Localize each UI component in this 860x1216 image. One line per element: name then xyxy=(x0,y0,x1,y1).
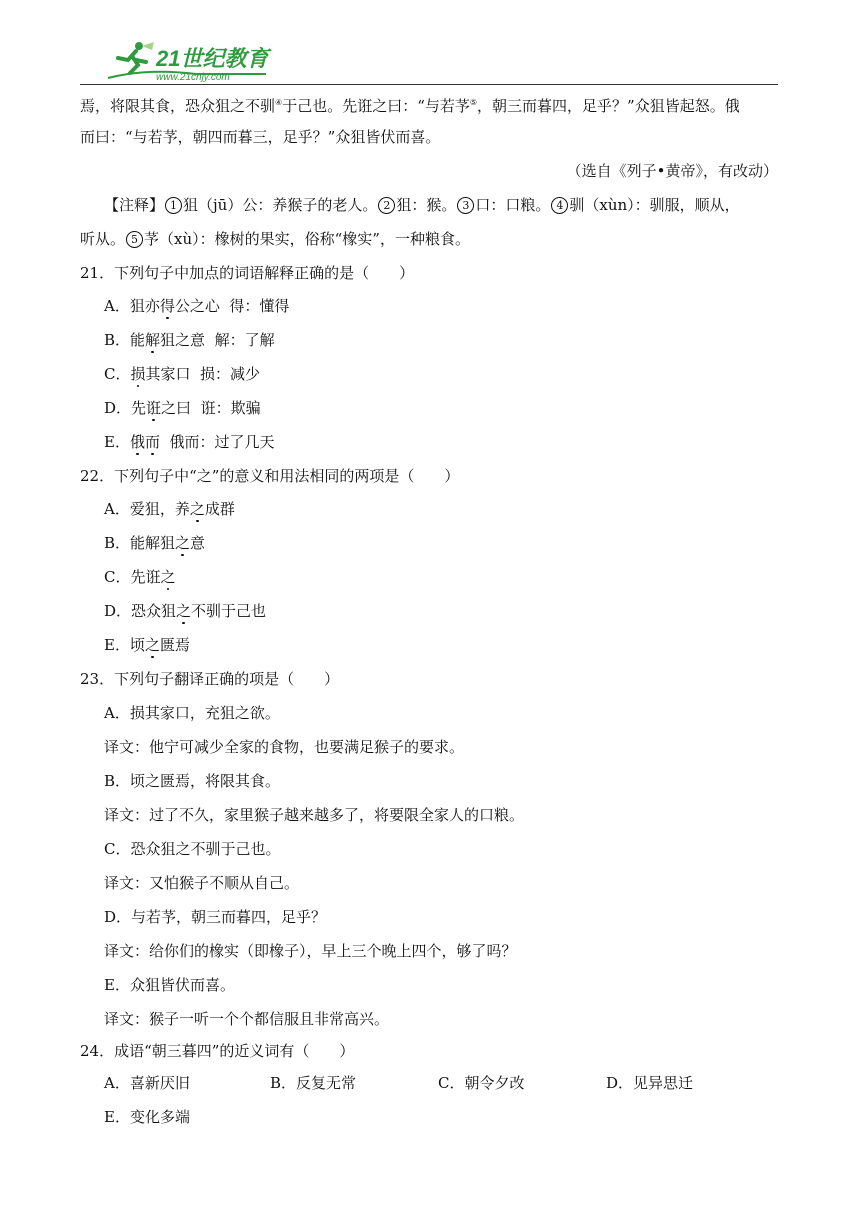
q24-option-b: B．反复无常 xyxy=(270,1074,357,1092)
q21-stem: 21．下列句子中加点的词语解释正确的是（ ） xyxy=(80,264,415,282)
q21-option-b: B．能解狙之意 解：了解 xyxy=(104,331,275,349)
dotted-char: 之 xyxy=(176,602,192,620)
dotted-char: 损 xyxy=(130,365,146,383)
q22-stem: 22．下列句子中“之”的意义和用法相同的两项是（ ） xyxy=(80,467,460,485)
q24-option-c: C．朝令夕改 xyxy=(438,1074,525,1092)
q23-option-d: D．与若芧，朝三而暮四，足乎？ xyxy=(104,908,327,926)
note-number: 3 xyxy=(457,197,474,214)
note-ref-4: ④ xyxy=(275,98,283,107)
q24-option-a: A．喜新厌旧 xyxy=(104,1074,190,1092)
note-number: 4 xyxy=(551,197,568,214)
q23-translation-d: 译文：给你们的橡实（即橡子），早上三个晚上四个，够了吗？ xyxy=(104,942,517,960)
q22-option-c: C．先诳之 xyxy=(104,568,176,586)
notes-line-2: 听从。 5 芧（xù）：橡树的果实，俗称“橡实”，一种粮食。 xyxy=(80,230,470,248)
runner-logo-icon xyxy=(106,38,276,84)
q21-option-a: A．狙亦得公之心 得：懂得 xyxy=(104,297,290,315)
q23-stem: 23．下列句子翻译正确的项是（ ） xyxy=(80,670,340,688)
notes-label: 【注释】 xyxy=(104,196,165,214)
q21-option-d: D．先诳之曰 诳：欺骗 xyxy=(104,399,261,417)
q23-option-c: C．恐众狙之不驯于己也。 xyxy=(104,840,281,858)
dotted-char: 之 xyxy=(189,500,205,518)
note-ref-5: ⑤ xyxy=(469,98,478,107)
q23-option-e: E．众狙皆伏而喜。 xyxy=(104,976,235,994)
passage-line-2: 而曰：“与若芧，朝四而暮三，足乎？”众狙皆伏而喜。 xyxy=(80,128,441,146)
q23-option-a: A．损其家口，充狙之欲。 xyxy=(104,704,280,722)
q21-option-e: E．俄而 俄而：过了几天 xyxy=(104,433,275,451)
site-logo xyxy=(106,38,276,84)
note-number: 2 xyxy=(378,197,395,214)
dotted-char: 得 xyxy=(159,297,175,315)
dotted-char: 之 xyxy=(144,636,160,654)
note-number: 1 xyxy=(165,197,182,214)
q22-option-a: A．爱狙，养之成群 xyxy=(104,500,235,518)
q24-stem: 24．成语“朝三暮四”的近义词有（ ） xyxy=(80,1042,355,1060)
q23-translation-c: 译文：又怕猴子不顺从自己。 xyxy=(104,874,300,892)
q22-option-e: E．顷之匮焉 xyxy=(104,636,190,654)
note-number: 5 xyxy=(126,231,143,248)
passage-source: （选自《列子•黄帝》，有改动） xyxy=(566,162,778,180)
q23-translation-a: 译文：他宁可减少全家的食物，也要满足猴子的要求。 xyxy=(104,738,465,756)
dotted-char: 诳 xyxy=(146,399,162,417)
q23-translation-e: 译文：猴子一听一个个都信服且非常高兴。 xyxy=(104,1010,390,1028)
dotted-char: 解 xyxy=(145,331,161,349)
q22-option-d: D．恐众狙之不驯于己也 xyxy=(104,602,267,620)
header-divider xyxy=(80,84,778,85)
dotted-char: 之 xyxy=(175,534,191,552)
q22-option-b: B．能解狙之意 xyxy=(104,534,206,552)
q21-option-c: C．损其家口 损：减少 xyxy=(104,365,261,383)
q24-option-d: D．见异思迁 xyxy=(606,1074,694,1092)
q23-option-b: B．顷之匮焉，将限其食。 xyxy=(104,772,281,790)
logo-url: www.21cnjy.com xyxy=(156,72,230,83)
q24-option-e: E．变化多端 xyxy=(104,1108,190,1126)
logo-title: 21世纪教育 xyxy=(156,46,269,71)
passage-line-1: 焉，将限其食，恐众狙之不驯④于己也。先诳之曰：“与若芧⑤，朝三而暮四，足乎？”众狙皆起怒。俄 xyxy=(80,97,740,115)
dotted-char: 之 xyxy=(160,568,176,586)
q23-translation-b: 译文：过了不久，家里猴子越来越多了，将要限全家人的口粮。 xyxy=(104,806,525,824)
notes-line-1: 【注释】 1 狙（jū）公：养猴子的老人。 2 狙：猴。 3 口：口粮。 4 驯（xùn）：驯服，顺从， xyxy=(104,196,740,214)
dotted-char: 俄 xyxy=(129,433,145,451)
dotted-char: 而 xyxy=(144,433,160,451)
